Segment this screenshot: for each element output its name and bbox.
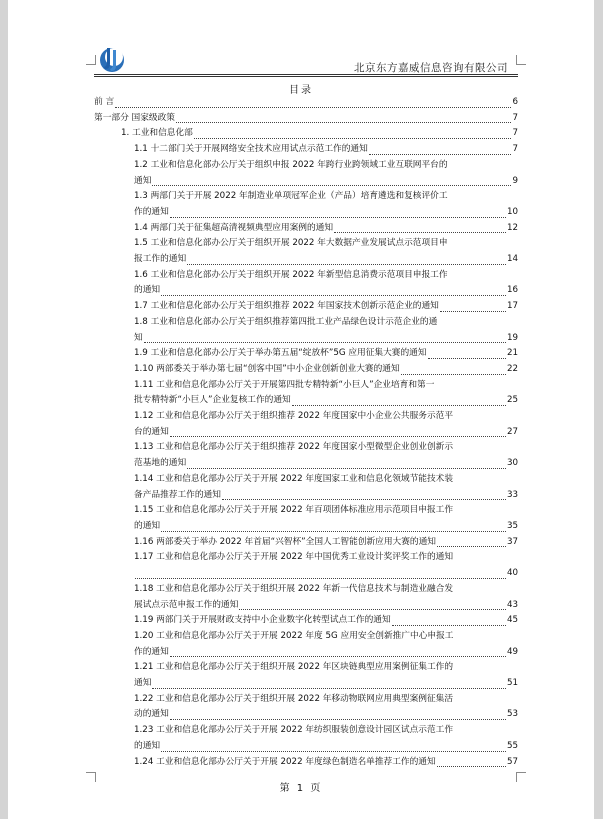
- toc-dot-leader: [440, 310, 506, 312]
- toc-page-number: 7: [512, 112, 518, 123]
- toc-entry-title: 的通知: [134, 520, 161, 531]
- page-number-footer: 第 1 页: [279, 783, 323, 794]
- toc-entry-title: 通知: [134, 678, 152, 689]
- toc-page-number: 53: [506, 709, 518, 720]
- toc-page-number: 51: [506, 678, 518, 689]
- toc-entry-title: 批专精特新“小巨人”企业复核工作的通知: [134, 395, 291, 406]
- toc-page-number: 22: [506, 363, 518, 374]
- toc-entry[interactable]: [94, 299, 518, 315]
- header-company-name: 北京东方嘉威信息咨询有限公司: [354, 62, 508, 74]
- toc-page-number: 57: [506, 756, 518, 767]
- toc-entry-title: 1.16 两部委关于举办 2022 年首届“兴智杯”全国人工智能创新应用大赛的通知: [134, 536, 436, 547]
- toc-entry-title: 的通知: [134, 740, 161, 751]
- toc-entry-title: 1.2 工业和信息化部办公厅关于组织申报 2022 年跨行业跨领域工业互联网平台的: [134, 159, 448, 170]
- toc-page-number: 49: [506, 646, 518, 657]
- toc-entry[interactable]: [94, 236, 518, 267]
- toc-page-number: 55: [506, 740, 518, 751]
- toc-entry[interactable]: [94, 692, 518, 723]
- toc-page-number: 37: [506, 536, 518, 547]
- toc-dot-leader: [170, 718, 506, 720]
- toc-entry-title: 1.8 工业和信息化部办公厅关于组织推荐第四批工业产品绿色设计示范企业的通: [134, 316, 438, 327]
- toc-page-number: 7: [512, 128, 518, 139]
- toc-page-number: 7: [512, 144, 518, 155]
- toc-entry[interactable]: [94, 142, 518, 158]
- toc-entry[interactable]: [94, 378, 518, 409]
- toc-dot-leader: [392, 624, 506, 626]
- toc-entry-title: 1.1 十二部门关于开展网络安全技术应用试点示范工作的通知: [134, 144, 368, 155]
- toc-entry-title: 通知: [134, 175, 152, 186]
- toc-entry-title: 1.11 工业和信息化部办公厅关于开展第四批专精特新“小巨人”企业培育和第一: [134, 379, 435, 390]
- toc-entry-title: 1.6 工业和信息化部办公厅关于组织开展 2022 年新型信息消费示范项目申报工作: [134, 269, 448, 280]
- toc-dot-leader: [292, 404, 506, 406]
- toc-page-number: 17: [506, 301, 518, 312]
- toc-entry-title: 1.14 工业和信息化部办公厅关于开展 2022 年度国家工业和信息化领域节能技术装: [134, 473, 454, 484]
- toc-entry-title: 1. 工业和信息化部: [121, 128, 193, 139]
- header-rule-double: [94, 76, 518, 77]
- toc-dot-leader: [194, 137, 512, 139]
- company-logo-icon: [98, 44, 126, 74]
- toc-entry-title: 1.18 工业和信息化部办公厅关于组织开展 2022 年新一代信息技术与制造业融合发: [134, 583, 454, 594]
- toc-dot-leader: [437, 545, 506, 547]
- toc-entry[interactable]: [94, 503, 518, 534]
- toc-entry[interactable]: [94, 221, 518, 237]
- toc-entry-title: 1.19 两部门关于开展财政支持中小企业数字化转型试点工作的通知: [134, 615, 391, 626]
- toc-entry-title: 1.20 工业和信息化部办公厅关于开展 2022 年度 5G 应用安全创新推广中心申报工: [134, 630, 454, 641]
- toc-entry-title: 作的通知: [134, 646, 169, 657]
- toc-entry-title: 1.9 工业和信息化部办公厅关于举办第五届“绽放杯”5G 应用征集大赛的通知: [134, 348, 427, 359]
- toc-entry[interactable]: [94, 315, 518, 346]
- toc-entry-title: 的通知: [134, 285, 161, 296]
- toc-entry[interactable]: [94, 158, 518, 189]
- toc-entry[interactable]: [94, 629, 518, 660]
- toc-dot-leader: [115, 106, 511, 108]
- toc-page-number: 19: [506, 332, 518, 343]
- toc-entry-title: 1.5 工业和信息化部办公厅关于组织开展 2022 年大数据产业发展试点示范项目申: [134, 238, 448, 249]
- toc-entry[interactable]: [94, 723, 518, 754]
- toc-entry-title: 1.21 工业和信息化部办公厅关于组织开展 2022 年区块链典型应用案例征集工作的: [134, 662, 454, 673]
- toc-page-number: 16: [506, 285, 518, 296]
- toc-page-number: 14: [506, 254, 518, 265]
- toc-entry[interactable]: [94, 440, 518, 471]
- toc-page-number: 40: [506, 568, 518, 579]
- toc-entry[interactable]: [94, 409, 518, 440]
- toc-dot-leader: [135, 577, 506, 579]
- toc-entry-title: 台的通知: [134, 426, 169, 437]
- toc-entry-title: 知: [134, 332, 143, 343]
- toc-page-number: 30: [506, 458, 518, 469]
- crop-mark-top-right: [516, 55, 526, 65]
- toc-entry-title: 作的通知: [134, 206, 169, 217]
- toc-entry-title: 1.15 工业和信息化部办公厅关于开展 2022 年百项团体标准应用示范项目申报工作: [134, 505, 454, 516]
- toc-entry[interactable]: [94, 362, 518, 378]
- toc-page-number: 9: [512, 175, 518, 186]
- toc-dot-leader: [187, 263, 506, 265]
- toc-entry[interactable]: [94, 346, 518, 362]
- toc-entry-title: 1.4 两部门关于征集超高清视频典型应用案例的通知: [134, 222, 334, 233]
- toc-entry-title: 1.23 工业和信息化部办公厅关于开展 2022 年纺织服装创意设计园区试点示范工作: [134, 725, 454, 736]
- toc-dot-leader: [176, 121, 512, 123]
- toc-page-number: 25: [506, 395, 518, 406]
- toc-entry-title: 展试点示范申报工作的通知: [134, 599, 239, 610]
- toc-dot-leader: [222, 498, 506, 500]
- toc-dot-leader: [437, 765, 506, 767]
- toc-dot-leader: [401, 373, 506, 375]
- toc-entry[interactable]: [94, 613, 518, 629]
- toc-dot-leader: [144, 341, 506, 343]
- toc-page-number: 27: [506, 426, 518, 437]
- toc-page-number: 6: [512, 97, 518, 107]
- table-of-contents: [94, 95, 518, 770]
- toc-page-number: 35: [506, 520, 518, 531]
- toc-page-number: 43: [506, 599, 518, 610]
- toc-entry[interactable]: [94, 111, 518, 127]
- toc-entry-title: 1.7 工业和信息化部办公厅关于组织推荐 2022 年国家技术创新示范企业的通知: [134, 301, 439, 312]
- toc-entry-title: 备产品推荐工作的通知: [134, 489, 221, 500]
- toc-entry[interactable]: [94, 268, 518, 299]
- toc-page-number: 33: [506, 489, 518, 500]
- toc-dot-leader: [239, 608, 506, 610]
- toc-entry[interactable]: [94, 535, 518, 551]
- toc-dot-leader: [428, 357, 506, 359]
- toc-page-number: 12: [506, 222, 518, 233]
- toc-entry[interactable]: [94, 472, 518, 503]
- toc-dot-leader: [161, 530, 506, 532]
- toc-entry[interactable]: [94, 755, 518, 771]
- toc-entry-title: 1.24 工业和信息化部办公厅关于开展 2022 年度绿色制造名单推荐工作的通知: [134, 756, 436, 767]
- toc-dot-leader: [170, 655, 506, 657]
- toc-dot-leader: [334, 231, 506, 233]
- toc-entry-title: 1.17 工业和信息化部办公厅关于开展 2022 年中国优秀工业设计奖评奖工作的通知: [134, 552, 454, 563]
- toc-entry[interactable]: [94, 189, 518, 220]
- toc-entry-title: 1.22 工业和信息化部办公厅关于组织开展 2022 年移动物联网应用典型案例征集活: [134, 693, 454, 704]
- toc-dot-leader: [170, 216, 506, 218]
- toc-entry[interactable]: [94, 660, 518, 691]
- document-page: [8, 0, 594, 819]
- toc-dot-leader: [187, 467, 506, 469]
- toc-dot-leader: [152, 687, 506, 689]
- toc-entry[interactable]: [94, 95, 518, 111]
- header-rule: [94, 74, 518, 75]
- toc-dot-leader: [161, 750, 506, 752]
- toc-entry-title: 1.13 工业和信息化部办公厅关于组织推荐 2022 年度国家小型微型企业创业创新示: [134, 442, 454, 453]
- toc-page-number: 21: [506, 348, 518, 359]
- toc-entry-title: 动的通知: [134, 709, 169, 720]
- toc-entry-title: 范基地的通知: [134, 458, 187, 469]
- toc-entry-title: 第一部分 国家级政策: [94, 112, 175, 123]
- toc-entry[interactable]: [94, 550, 518, 581]
- toc-entry-title: 1.3 两部门关于开展 2022 年制造业单项冠军企业（产品）培育遴选和复核评价工: [134, 191, 448, 202]
- toc-page-number: 10: [506, 206, 518, 217]
- toc-entry-title: 1.12 工业和信息化部办公厅关于组织推荐 2022 年度国家中小企业公共服务示范平: [134, 411, 454, 422]
- toc-entry-title: 1.10 两部委关于举办第七届“创客中国”中小企业创新创业大赛的通知: [134, 363, 400, 374]
- toc-title: 目录: [289, 85, 313, 96]
- toc-entry[interactable]: [94, 582, 518, 613]
- toc-dot-leader: [152, 184, 511, 186]
- toc-page-number: 45: [506, 615, 518, 626]
- toc-dot-leader: [170, 435, 506, 437]
- toc-entry[interactable]: [94, 126, 518, 142]
- toc-dot-leader: [161, 294, 506, 296]
- toc-entry-title: 报工作的通知: [134, 254, 187, 265]
- crop-mark-top-left: [86, 55, 96, 65]
- toc-entry-title: 前 言: [94, 97, 115, 107]
- toc-dot-leader: [369, 153, 512, 155]
